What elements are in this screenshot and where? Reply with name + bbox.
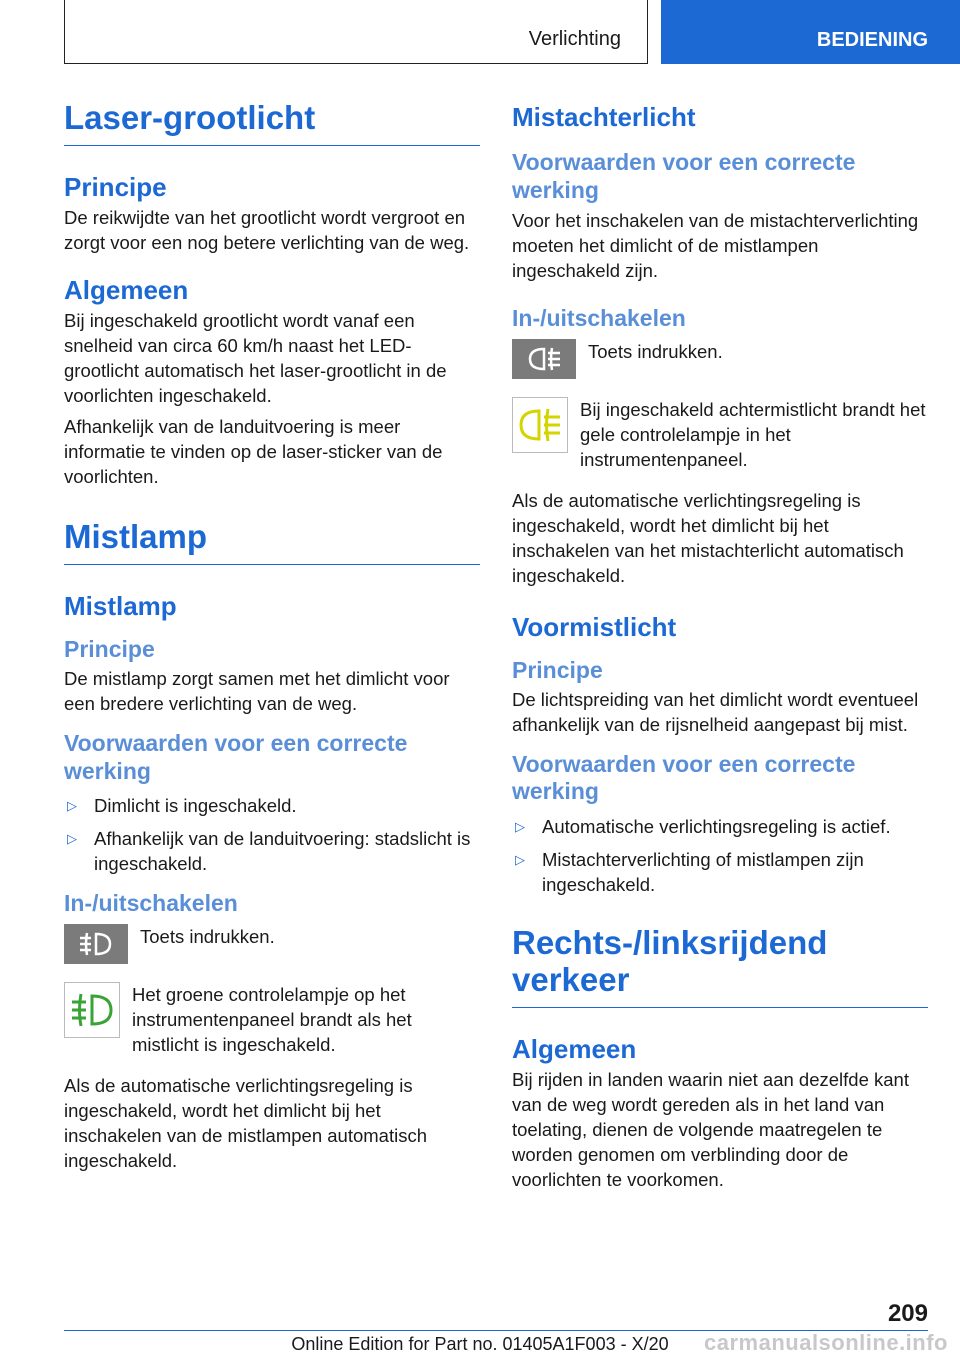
mistachter-toets-text: Toets indrukken. <box>588 340 723 362</box>
voormist-principe-heading: Principe <box>512 657 603 684</box>
front-fog-button-icon <box>64 924 128 964</box>
front-fog-indicator-icon <box>64 982 120 1038</box>
mistachter-heading: Mistachterlicht <box>512 102 696 132</box>
mistlamp-principe-text: De mistlamp zorgt samen met het dimlicht voor een bredere verlichting van de weg. <box>64 668 450 715</box>
list-item: ▷ Afhankelijk van de landuitvoering: stadslicht is ingeschakeld. <box>64 826 480 876</box>
rechts-algemeen-text: Bij rijden in landen waarin niet aan dezelfde kant van de weg wordt gereden als in het land van toelating, dienen de volgende maatregelen te worden genomen om verblinding door de voorlichten te voorkomen. <box>512 1069 909 1191</box>
laser-principe-text: De reikwijdte van het grootlicht wordt vergroot en zorgt voor een nog betere verlichting van de weg. <box>64 207 470 254</box>
mistachter-auto-text: Als de automatische verlichtingsregeling is ingeschakeld, wordt het dimlicht bij het inschakelen van het mistachterlicht automatisch ingeschakeld. <box>512 489 904 586</box>
mistlamp-voorwaarden-heading: Voorwaarden voor een correcte werking <box>64 730 408 784</box>
laser-principe-heading: Principe <box>64 171 167 202</box>
mistlamp-lamp-text: Het groene controlelampje op het instrumentenpaneel brandt als het mistlicht is ingeschakeld. <box>132 983 412 1055</box>
left-column <box>64 100 480 1173</box>
right-column <box>512 100 928 1192</box>
mistlamp-indicator-row <box>64 982 480 1057</box>
rear-fog-indicator-icon <box>512 397 568 453</box>
header-chapter-tab: BEDIENING <box>661 0 960 64</box>
rear-fog-button-icon <box>512 339 576 379</box>
list-item: ▷ Automatische verlichtingsregeling is actief. <box>512 814 928 839</box>
laser-algemeen-text-2: Afhankelijk van de landuitvoering is meer informatie te vinden op de laser-sticker van de voorlichten. <box>64 416 443 488</box>
voormist-principe-text: De lichtspreiding van het dimlicht wordt eventueel afhankelijk van de rijsnelheid aangepast bij mist. <box>512 688 919 735</box>
voormist-heading: Voormistlicht <box>512 611 677 642</box>
laser-algemeen-text-1: Bij ingeschakeld grootlicht wordt vanaf een snelheid van circa 60 km/h naast het LED-grootlicht automatisch het laser-grootlicht in de voorlichten ingeschakeld. <box>64 310 447 407</box>
footer-edition: Online Edition for Part no. 01405A1F003 - X/20 <box>291 1334 669 1354</box>
watermark: carmanualsonline.info <box>704 1330 948 1355</box>
page-number: 209 <box>887 1300 928 1327</box>
header-section: Verlichting <box>528 28 621 50</box>
mistachter-indicator-row <box>512 397 928 472</box>
list-item: ▷ Dimlicht is ingeschakeld. <box>64 793 480 818</box>
mistlamp-toets-text: Toets indrukken. <box>140 925 275 947</box>
mistlamp-inuit-heading: In-/uitschakelen <box>64 890 238 917</box>
mistlamp-auto-text: Als de automatische verlichtingsregeling is ingeschakeld, wordt het dimlicht bij het inschakelen van de mistlampen automatisch ingeschakeld. <box>64 1074 427 1171</box>
mistachter-inuit-heading: In-/uitschakelen <box>512 305 686 332</box>
mistlamp-principe-heading: Principe <box>64 636 155 663</box>
mistlamp-title: Mistlamp <box>64 519 480 565</box>
mistlamp-subheading: Mistlamp <box>64 591 177 622</box>
mistachter-lamp-text: Bij ingeschakeld achtermistlicht brandt het gele controlelampje in het instrumentenpaneel. <box>580 398 926 470</box>
voormist-voorwaarden-heading: Voorwaarden voor een correcte werking <box>512 750 856 805</box>
header-box <box>64 0 648 64</box>
mistlamp-button-row <box>64 924 480 964</box>
rechts-links-title: Rechts-/linksrijdend verkeer <box>512 925 928 1008</box>
mistachter-button-row <box>512 339 928 379</box>
mistachter-voorwaarden-text: Voor het inschakelen van de mistachterverlichting moeten het dimlicht of de mistlampen ingeschakeld zijn. <box>512 210 919 282</box>
rechts-algemeen-heading: Algemeen <box>512 1033 637 1064</box>
voormist-voorwaarden-list <box>512 814 928 897</box>
laser-title: Laser-grootlicht <box>64 100 480 146</box>
list-item: ▷ Mistachterverlichting of mistlampen zijn ingeschakeld. <box>512 847 928 897</box>
mistachter-voorwaarden-heading: Voorwaarden voor een correcte werking <box>512 149 856 203</box>
mistlamp-voorwaarden-list <box>64 793 480 876</box>
laser-algemeen-heading: Algemeen <box>64 275 189 306</box>
